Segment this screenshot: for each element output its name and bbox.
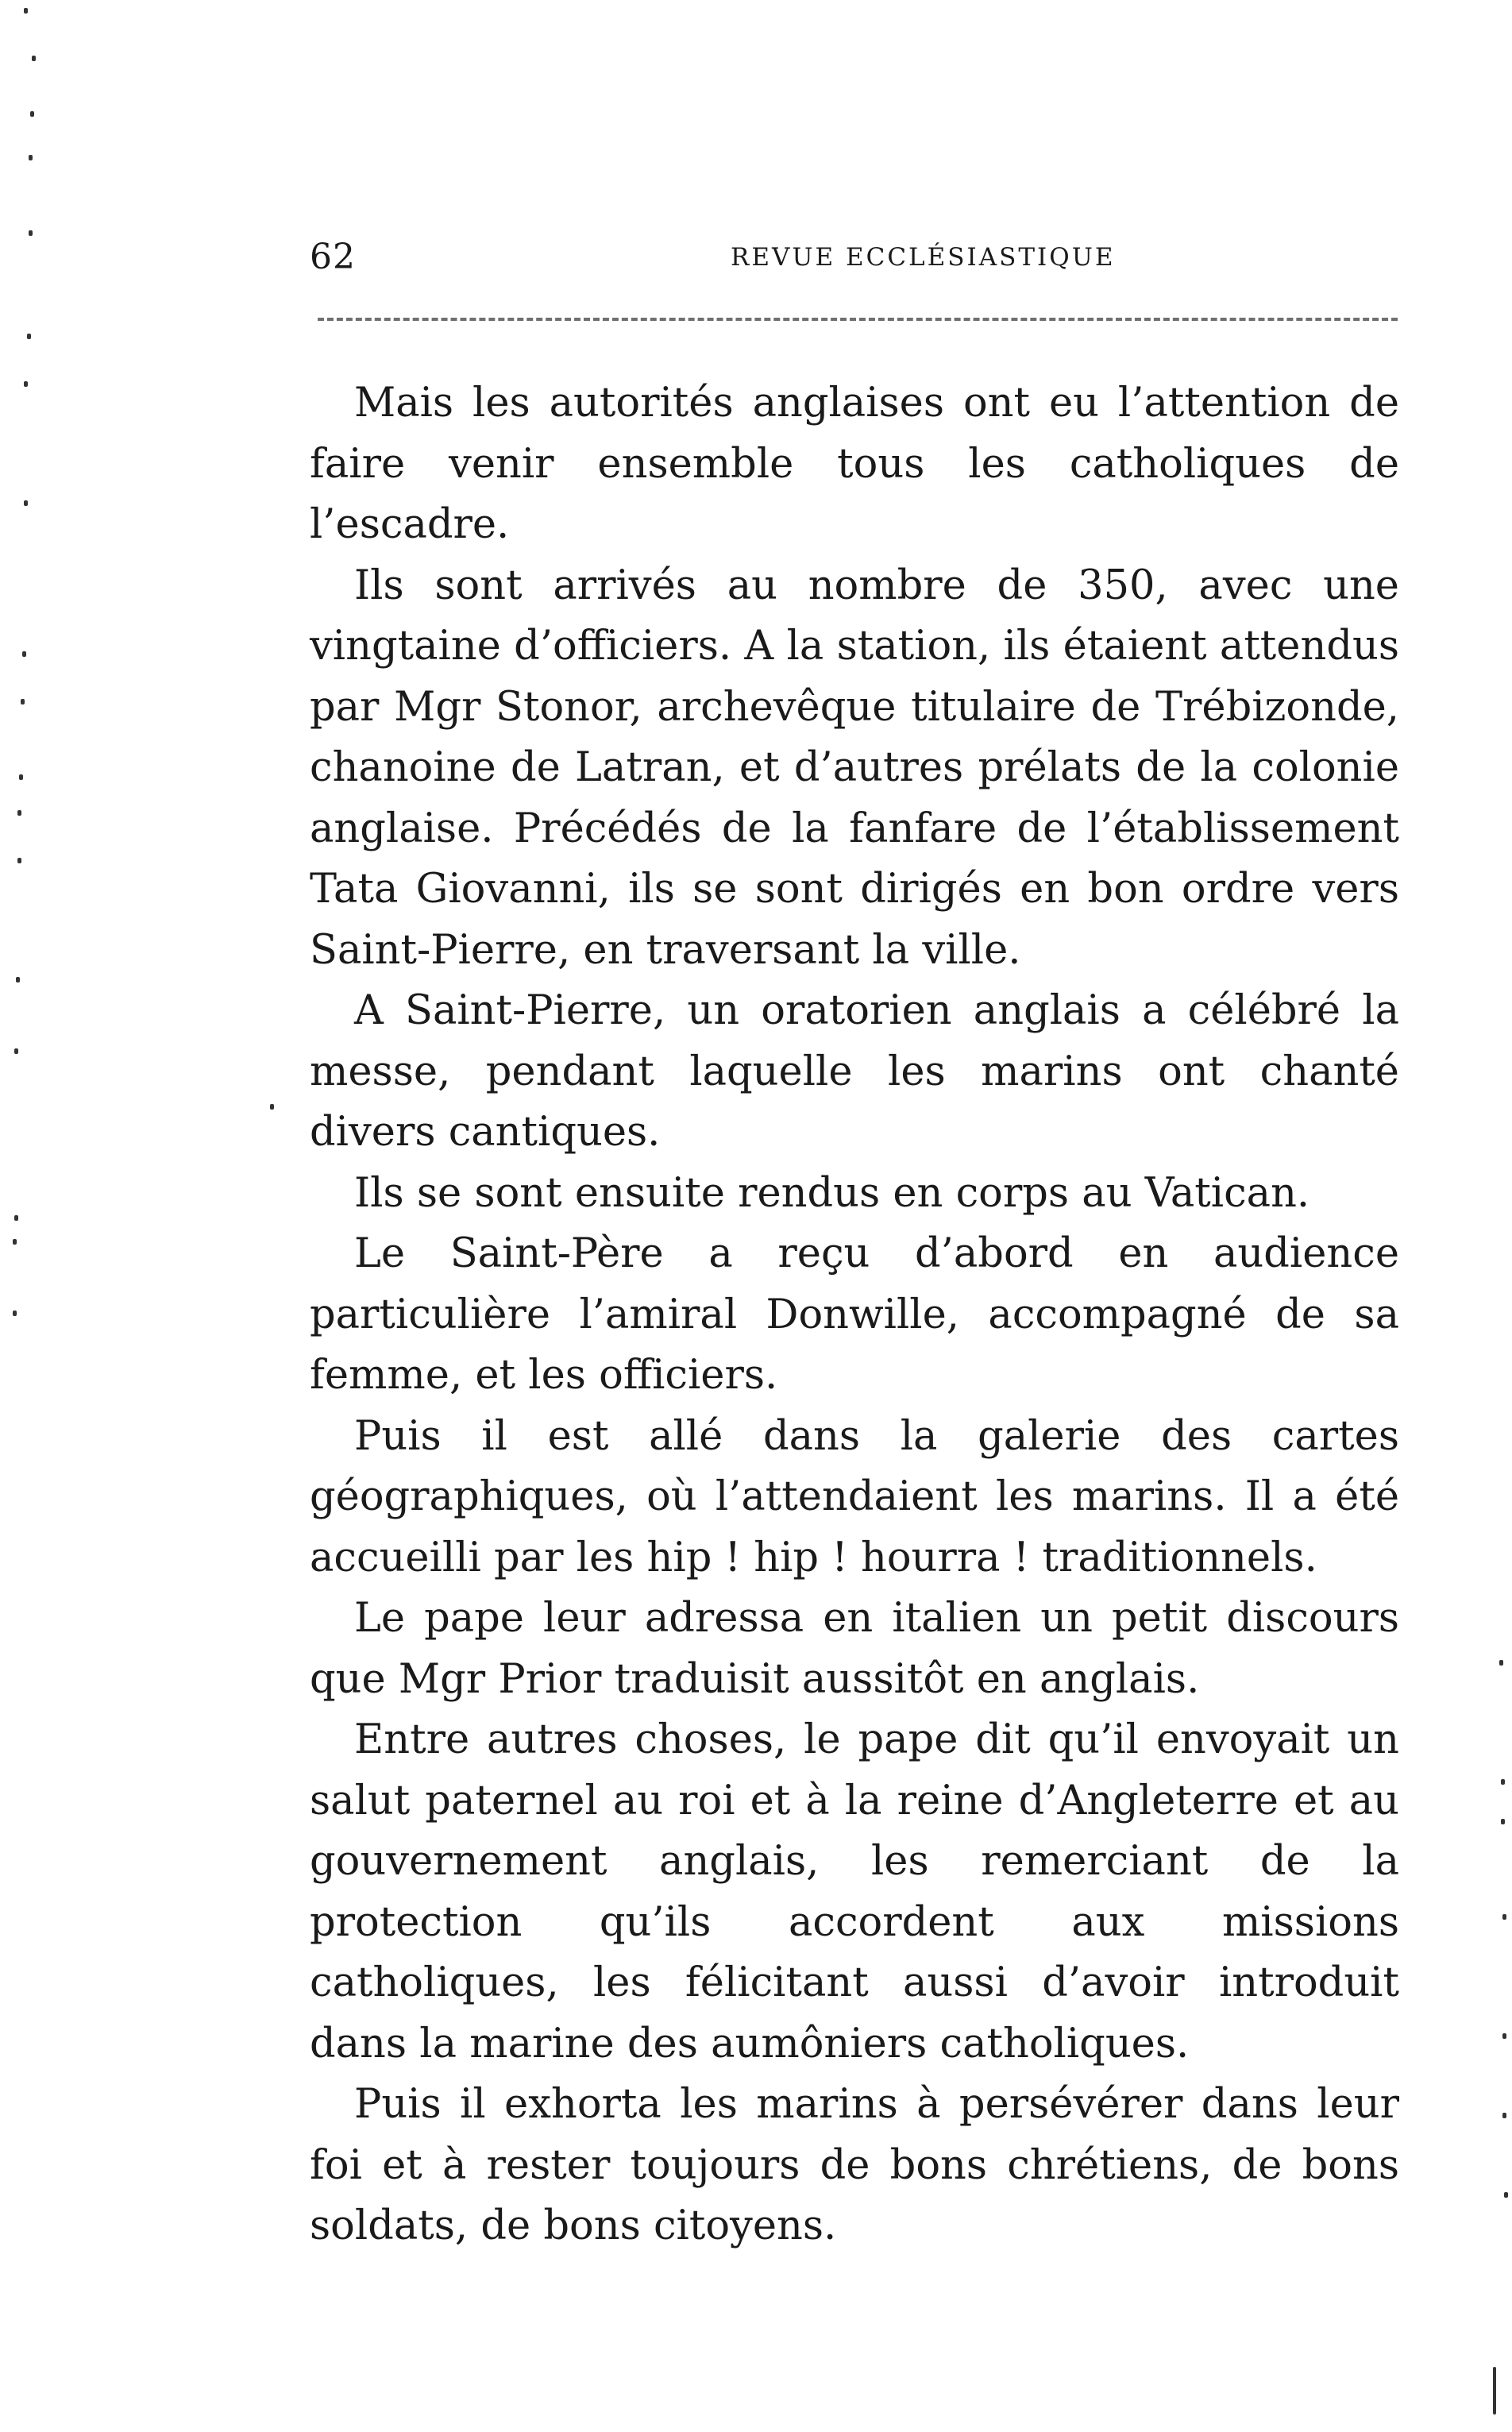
scan-speck [16,977,20,982]
paragraph: Ils sont arrivés au nombre de 350, avec une vingtaine d’officiers. A la station, ils étaient attendus par Mgr Stonor, archevêque titulaire de Trébizonde, chanoine de Latran, et d’autres prélats de la colonie anglaise. Précédés de la fanfare de l’établissement Tata Giovanni, ils se sont dirigés en bon ordre vers Saint-Pierre, en traversant la ville. [310,562,1399,974]
scan-speck [27,334,31,339]
scan-speck [17,858,21,863]
body-text [310,373,1399,2257]
scan-speck [14,1048,18,1054]
scan-speck [13,1239,17,1245]
scan-speck [270,1104,274,1110]
scan-speck [24,381,28,387]
paragraph: Le Saint-Père a reçu d’abord en audience particulière l’amiral Donwille, accompagné de sa femme, et les officiers. [310,1230,1399,1399]
scan-speck [21,699,25,705]
scan-speck [1504,2192,1508,2198]
page-header [310,237,1414,284]
paragraph: Le pape leur adressa en italien un petit discours que Mgr Prior traduisit aussitôt en anglais. [310,1595,1399,1703]
scan-speck [1499,1660,1503,1666]
scan-speck [1501,1779,1505,1785]
scan-speck [24,500,28,506]
paragraph: A Saint-Pierre, un oratorien anglais a célébré la messe, pendant laquelle les marins ont chanté divers cantiques. [310,987,1399,1156]
paragraph: Puis il est allé dans la galerie des cartes géographiques, où l’attendaient les marins. Il a été accueilli par les hip ! hip ! hourra ! traditionnels. [310,1412,1399,1581]
paragraph: Puis il exhorta les marins à persévérer dans leur foi et à rester toujours de bons chrétiens, de bons soldats, de bons citoyens. [310,2081,1399,2249]
scan-speck [19,774,23,780]
scan-speck [17,810,21,816]
header-rule [318,318,1398,321]
page-number: 62 [310,237,356,277]
scan-speck [1502,2033,1506,2039]
paragraph: Entre autres choses, le pape dit qu’il envoyait un salut paternel au roi et à la reine d’Angleterre et au gouvernement anglais, les remerciant de la protection qu’ils accordent aux missions catholiques, les félicitant aussi d’avoir introduit dans la marine des aumôniers catholiques. [310,1716,1399,2067]
scan-speck [13,1311,17,1316]
scan-speck [32,56,36,61]
scan-speck [14,1215,18,1221]
scan-speck [1502,1914,1506,1920]
scan-speck [1502,2113,1506,2118]
scan-speck [1501,1819,1505,1824]
running-head: REVUE ECCLÉSIASTIQUE [731,243,1116,272]
scan-speck [30,111,34,117]
scan-speck [29,155,33,160]
paragraph: Ils se sont ensuite rendus en corps au Vatican. [354,1169,1310,1217]
paragraph: Mais les autorités anglaises ont eu l’attention de faire venir ensemble tous les catholiques de l’escadre. [310,380,1399,548]
scan-speck [1493,2367,1496,2415]
scan-speck [22,651,26,657]
scan-speck [24,8,28,14]
scan-speck [29,230,33,236]
